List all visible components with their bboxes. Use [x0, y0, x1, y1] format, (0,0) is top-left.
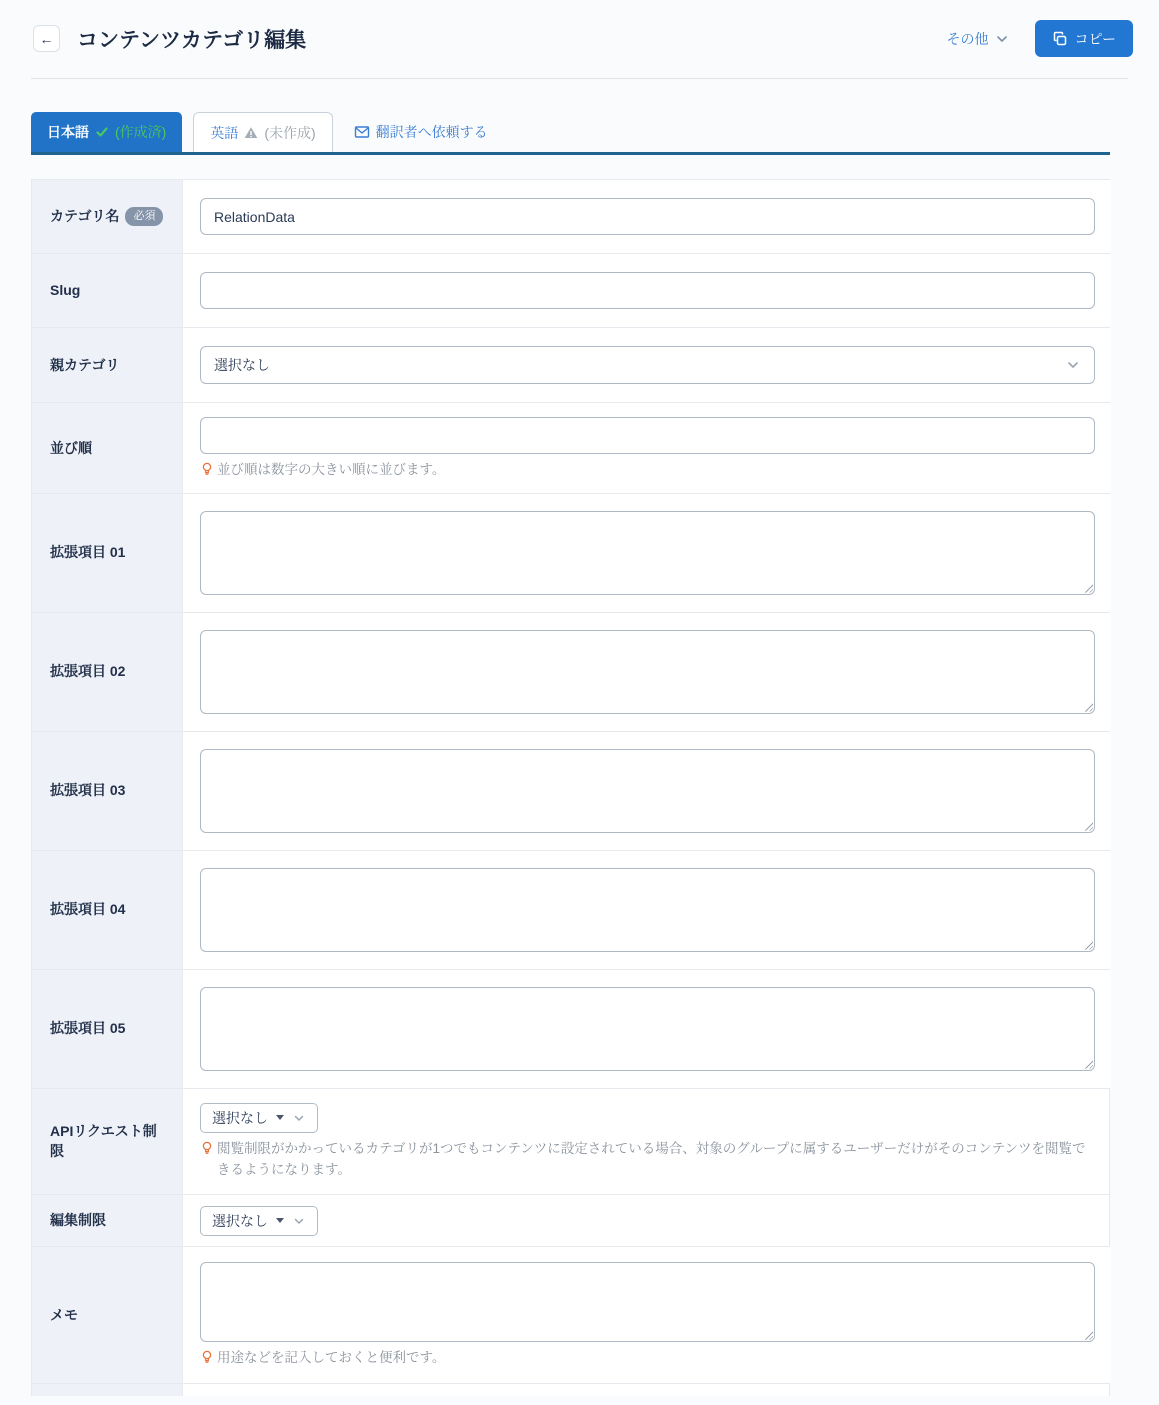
memo-hint: 用途などを記入しておくと便利です。: [200, 1347, 1095, 1369]
form-row-slug: [32, 254, 1109, 328]
ext-01-textarea[interactable]: [200, 511, 1095, 595]
form-row-ext-03: [32, 732, 1109, 851]
chevron-down-icon: [292, 1111, 306, 1125]
chevron-down-icon: [1065, 357, 1081, 373]
sort-order-input[interactable]: [200, 417, 1095, 454]
api-request-restriction-label: APIリクエスト制限: [50, 1122, 157, 1160]
more-menu[interactable]: [947, 29, 1009, 49]
header-actions: [947, 20, 1133, 57]
tab-underline: [31, 152, 1110, 155]
warning-icon: [244, 126, 258, 140]
category-edit-form: [31, 179, 1110, 1396]
api-request-restriction-selected: 選択なし: [212, 1109, 268, 1126]
lightbulb-icon: [200, 1141, 214, 1155]
parent-category-label: 親カテゴリ: [50, 356, 120, 373]
memo-label: メモ: [50, 1306, 78, 1323]
form-row-ext-01: [32, 494, 1109, 613]
parent-category-selected-value: 選択なし: [214, 357, 270, 373]
copy-icon: [1052, 31, 1068, 47]
edit-restriction-selected: 選択なし: [212, 1212, 268, 1229]
envelope-icon: [354, 124, 370, 140]
lightbulb-icon: [200, 462, 214, 476]
header-divider: [31, 78, 1128, 79]
caret-down-icon: [276, 1218, 284, 1223]
back-button[interactable]: [33, 25, 60, 52]
api-request-restriction-dropdown[interactable]: [200, 1103, 318, 1133]
tab-japanese-label: 日本語: [47, 124, 89, 140]
form-row-ext-02: [32, 613, 1109, 732]
slug-label: Slug: [50, 282, 81, 299]
edit-restriction-dropdown[interactable]: [200, 1206, 318, 1236]
edit-restriction-label: 編集制限: [50, 1212, 106, 1229]
form-row-ext-05: [32, 970, 1109, 1089]
parent-category-select[interactable]: [200, 346, 1095, 384]
form-row-partial: [32, 1384, 1109, 1396]
form-row-ext-04: [32, 851, 1109, 970]
copy-button[interactable]: [1035, 20, 1133, 57]
tab-english-label: 英語: [210, 124, 239, 141]
category-name-label: カテゴリ名: [50, 208, 120, 225]
form-row-edit-restriction: [32, 1195, 1109, 1247]
lightbulb-icon: [200, 1350, 214, 1364]
sort-order-label: 並び順: [50, 439, 92, 456]
tab-japanese-status: (作成済): [115, 124, 167, 140]
more-label: その他: [946, 30, 989, 47]
ext-02-label: 拡張項目 02: [50, 663, 126, 680]
form-row-memo: [32, 1247, 1109, 1385]
sort-order-hint: 並び順は数字の大きい順に並びます。: [200, 459, 1095, 481]
ext-04-label: 拡張項目 04: [50, 901, 126, 918]
ext-03-label: 拡張項目 03: [50, 782, 126, 799]
ext-03-textarea[interactable]: [200, 749, 1095, 833]
page-header: [0, 0, 1159, 57]
copy-label: コピー: [1074, 30, 1116, 47]
ext-01-label: 拡張項目 01: [50, 544, 126, 561]
ext-05-textarea[interactable]: [200, 987, 1095, 1071]
form-row-parent-category: [32, 328, 1109, 403]
check-icon: [95, 125, 109, 139]
form-row-api-request-restriction: [32, 1089, 1109, 1195]
chevron-down-icon: [292, 1214, 306, 1228]
required-badge: 必須: [125, 207, 163, 225]
tab-english-status: (未作成): [264, 124, 316, 141]
request-translator-label: 翻訳者へ依頼する: [375, 124, 488, 140]
tab-japanese[interactable]: [31, 112, 182, 152]
chevron-down-icon: [995, 32, 1009, 46]
form-row-category-name: [32, 180, 1109, 254]
request-translator-link[interactable]: [344, 112, 498, 152]
slug-input[interactable]: [200, 272, 1095, 309]
back-arrow-icon: ←: [39, 30, 54, 47]
caret-down-icon: [276, 1115, 284, 1120]
tab-english[interactable]: [193, 112, 332, 152]
ext-04-textarea[interactable]: [200, 868, 1095, 952]
page-title: コンテンツカテゴリ編集: [77, 28, 307, 52]
memo-textarea[interactable]: [200, 1262, 1095, 1342]
ext-02-textarea[interactable]: [200, 630, 1095, 714]
category-name-input[interactable]: [200, 198, 1095, 235]
api-request-restriction-hint: 閲覧制限がかかっているカテゴリが1つでもコンテンツに設定されている場合、対象のグループに属するユーザーだけがそのコンテンツを閲覧できるようになります。: [200, 1138, 1093, 1181]
form-row-sort-order: [32, 403, 1109, 494]
ext-05-label: 拡張項目 05: [50, 1020, 126, 1037]
language-tabs: [31, 112, 1110, 155]
